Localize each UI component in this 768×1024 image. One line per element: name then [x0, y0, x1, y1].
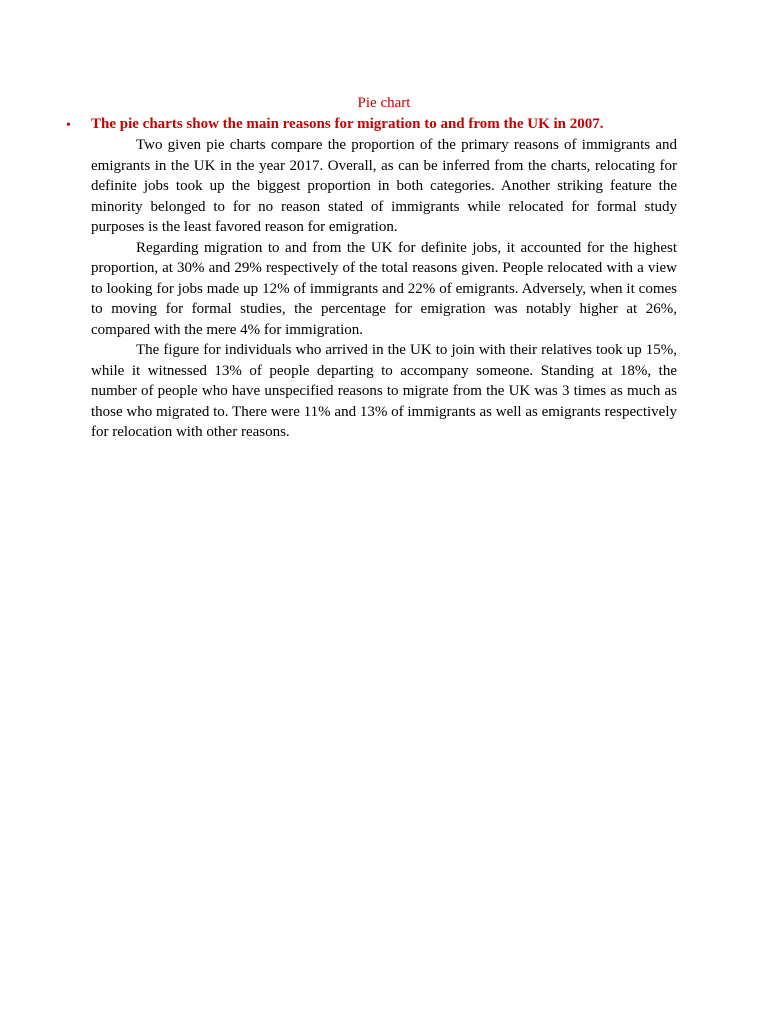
paragraph-jobs-study: Regarding migration to and from the UK for definite jobs, it accounted for the highest proportion, at 30% and 29% respectively of the total reasons given. People relocated with a view to looking for jobs made up 12% of immigrants and 22% of emigrants. Adversely, when it comes to moving for formal studies, the percentage for emigration was notably higher at 26%, compared with the mere 4% for immigration. — [91, 239, 677, 338]
bullet-icon: • — [66, 118, 71, 133]
paragraph-family-other: The figure for individuals who arrived in the UK to join with their relatives took up 15%, while it witnessed 13% of people departing to accompany someone. Standing at 18%, the number of people who have unspecified reasons to migrate from the UK was 3 times as much as those who migrated to. There were 11% and 13% of immigrants as well as emigrants respectively for relocation with other reasons. — [91, 342, 677, 440]
paragraph-overview: Two given pie charts compare the proportion of the primary reasons of immigrants and emigrants in the UK in the year 2017. Overall, as can be inferred from the charts, relocating for definite jobs took up the biggest proportion in both categories. Another striking feature the minority belonged to for no reason stated of immigrants while relocated for formal study purposes is the least favored reason for emigration. — [91, 137, 677, 235]
body-text — [91, 135, 677, 443]
section-heading: The pie charts show the main reasons for migration to and from the UK in 2007. — [91, 116, 604, 132]
document-title: Pie chart — [357, 95, 411, 111]
